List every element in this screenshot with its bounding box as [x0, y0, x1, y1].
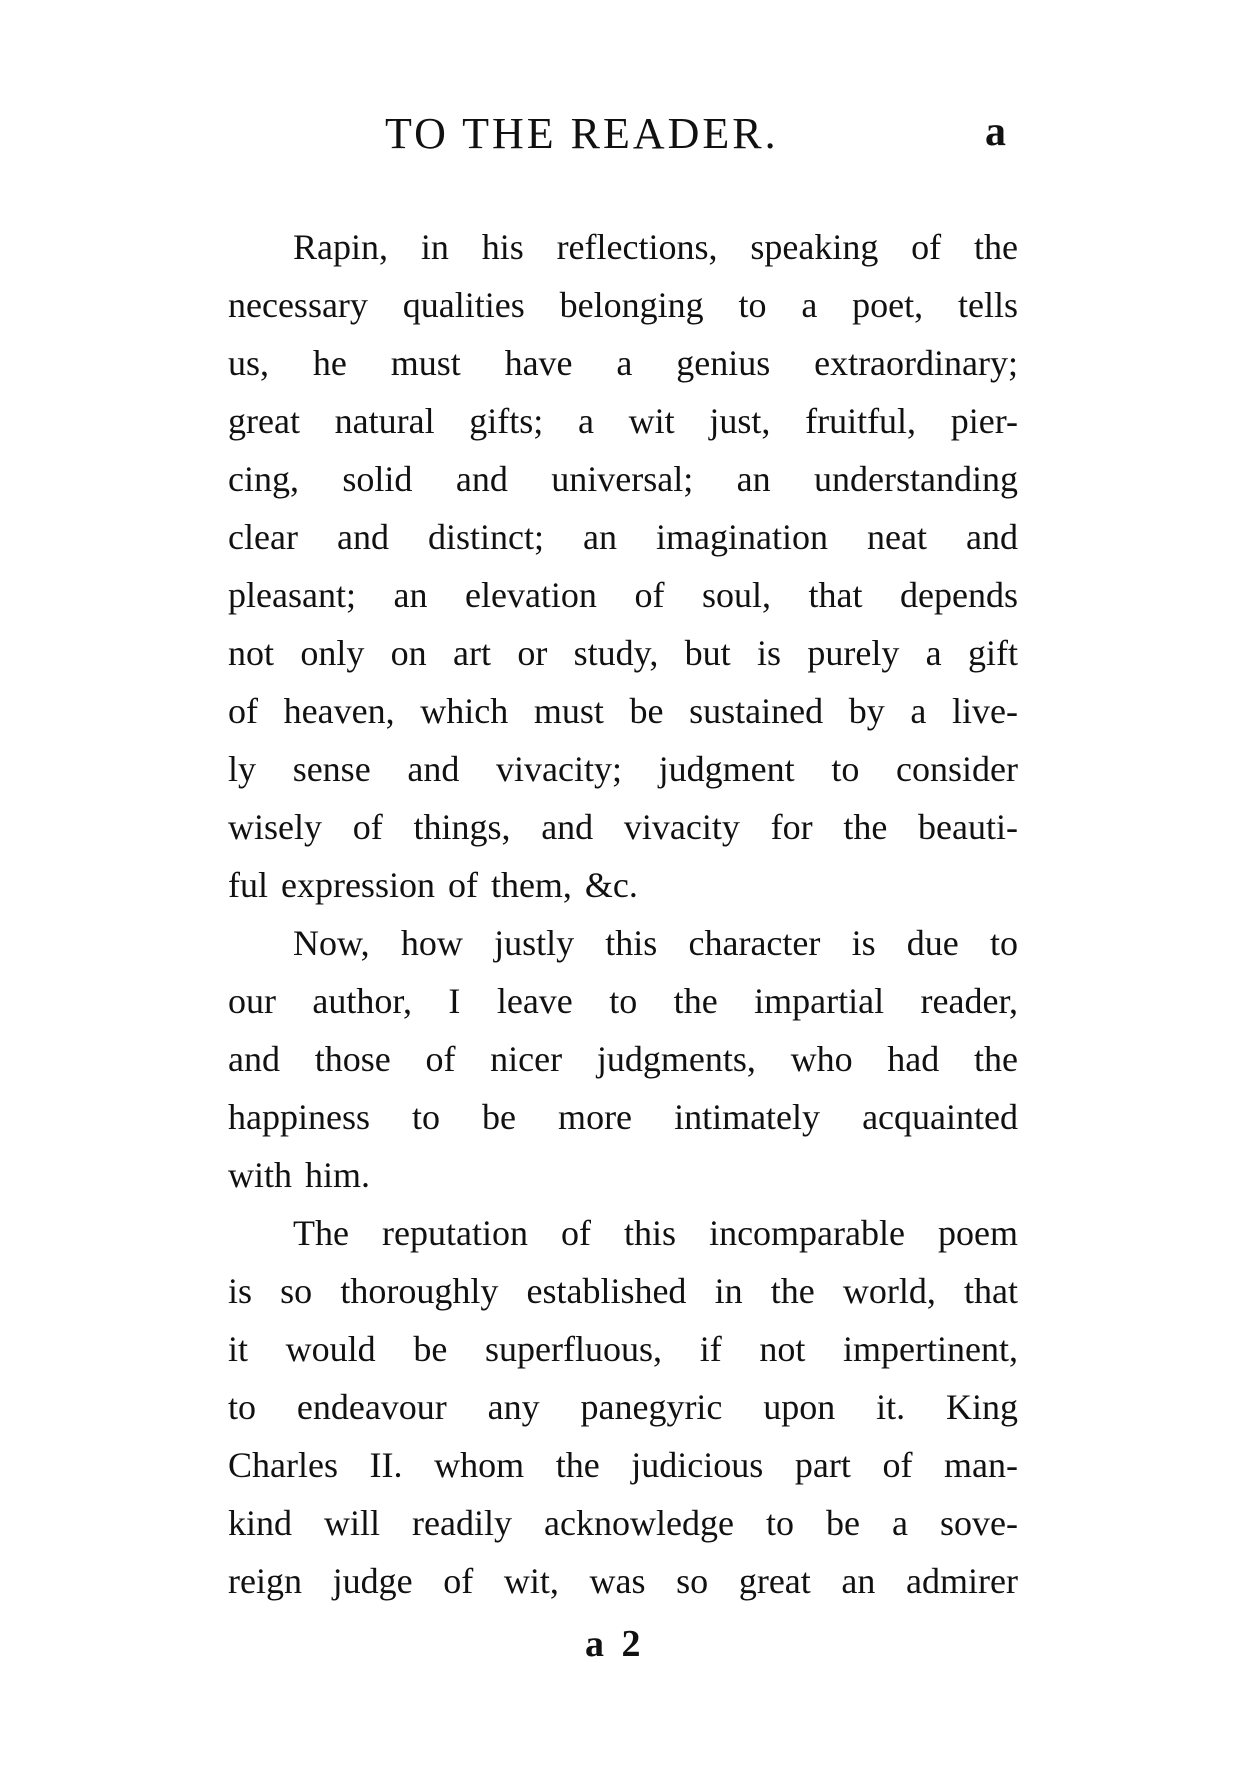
text-line: reign judge of wit, was so great an admirer: [228, 1561, 1018, 1601]
text-line: not only on art or study, but is purely a gift: [228, 633, 1018, 673]
text-line: to endeavour any panegyric upon it. King: [228, 1387, 1018, 1427]
text-line: happiness to be more intimately acquainted: [228, 1097, 1018, 1137]
text-line: The reputation of this incomparable poem: [293, 1213, 1018, 1253]
page-mark: a: [985, 109, 1006, 155]
running-head: TO THE READER.: [385, 109, 779, 158]
text-line: ful expression of them, &c.: [228, 865, 638, 905]
signature-mark: a 2: [585, 1623, 645, 1665]
text-line: our author, I leave to the impartial reader,: [228, 981, 1018, 1021]
text-line: is so thoroughly established in the world, that: [228, 1271, 1018, 1311]
text-line: necessary qualities belonging to a poet, tells: [228, 285, 1018, 325]
text-line: and those of nicer judgments, who had the: [228, 1039, 1018, 1079]
text-line: us, he must have a genius extraordinary;: [228, 343, 1018, 383]
body-text: [228, 218, 1018, 1610]
text-line: clear and distinct; an imagination neat and: [228, 517, 1018, 557]
text-line: ly sense and vivacity; judgment to consider: [228, 749, 1018, 789]
text-line: it would be superfluous, if not impertinent,: [228, 1329, 1018, 1369]
text-line: Charles II. whom the judicious part of man-: [228, 1445, 1018, 1485]
text-line: cing, solid and universal; an understanding: [228, 459, 1018, 499]
text-line: wisely of things, and vivacity for the beauti-: [228, 807, 1018, 847]
text-line: great natural gifts; a wit just, fruitful, pier-: [228, 401, 1018, 441]
text-line: with him.: [228, 1155, 371, 1195]
text-line: pleasant; an elevation of soul, that depends: [228, 575, 1018, 615]
text-line: Now, how justly this character is due to: [293, 923, 1018, 963]
text-line: of heaven, which must be sustained by a live-: [228, 691, 1018, 731]
text-line: Rapin, in his reflections, speaking of the: [293, 227, 1018, 267]
text-line: kind will readily acknowledge to be a sove-: [228, 1503, 1018, 1543]
